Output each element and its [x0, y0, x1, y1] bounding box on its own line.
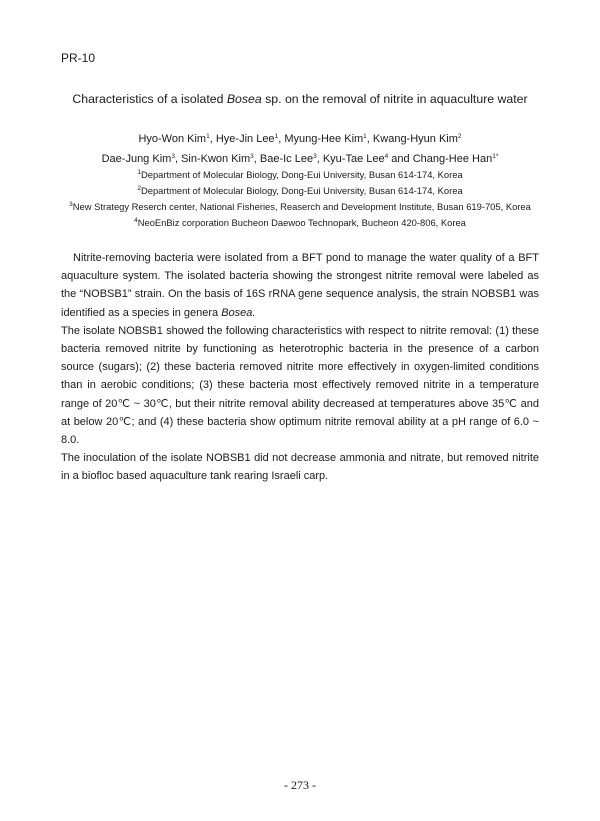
affiliation-line: [0, 183, 600, 199]
author-affiliation-mark: 3: [250, 153, 254, 160]
author-name: Chang-Hee Han: [412, 153, 493, 165]
abstract-body: [61, 249, 539, 486]
affiliation-mark: 3: [69, 201, 73, 208]
affiliation-text: Department of Molecular Biology, Dong-Eui University, Busan 614-174, Korea: [140, 169, 463, 180]
author-affiliation-mark: 1: [363, 133, 367, 140]
author-conjunction: and: [391, 153, 410, 165]
affiliation-line: [0, 167, 600, 183]
author-name: Bae-Ic Lee: [259, 153, 314, 165]
abstract-paragraph-3: The inoculation of the isolate NOBSB1 did not decrease ammonia and nitrate, but removed nitrite in a biofloc based aquaculture tank rearing Israeli carp.: [61, 452, 539, 483]
author-name: Sin-Kwon Kim: [181, 153, 251, 165]
affiliation-text: New Strategy Reserch center, National Fisheries, Reaserch and Development Institute, Busan 619-705, Korea: [72, 201, 531, 212]
affiliation-text: Department of Molecular Biology, Dong-Eui University, Busan 614-174, Korea: [140, 185, 463, 196]
abstract-code: PR-10: [61, 51, 96, 65]
author-name: Myung-Hee Kim: [284, 133, 364, 145]
author-affiliation-mark: 1: [274, 133, 279, 140]
paper-title: [0, 92, 600, 106]
author-affiliation-mark: 2: [457, 133, 462, 140]
author-name: Hye-Jin Lee: [215, 133, 275, 145]
abstract-paragraph-2: The isolate NOBSB1 showed the following characteristics with respect to nitrite removal: (1) these bacteria removed nitrite by functioning as heterotrophic bacteria in the presence of a carbon source (sugars); (2) these bacteria removed nitrite more effectively in oxygen-limited conditions than in aerobic conditions; (3) these bacteria most effectively removed nitrite in a temperature range of 20℃ ~ 30℃, but their nitrite removal ability decreased at temperatures above 35℃ and at below 20℃; and (4) these bacteria show optimum nitrite removal ability at a pH range of 6.0 ~ 8.0.: [61, 324, 539, 447]
author-affiliation-mark: 1*: [492, 153, 499, 160]
author-name: Dae-Jung Kim: [101, 153, 172, 165]
author-list: [0, 129, 600, 169]
author-affiliation-mark: 3: [313, 153, 317, 160]
author-name: Hyo-Won Kim: [138, 133, 207, 145]
author-line-1: Hyo-Won Kim$^1$, Hye-Jin Lee$^1$, Myung-Hee Kim$^1$, Kwang-Hyun Kim$^2$: [138, 133, 462, 145]
title-text-before: Characteristics of a isolated: [72, 92, 227, 106]
affiliation-mark: 2: [137, 185, 141, 192]
author-affiliation-mark: 1: [206, 133, 210, 140]
affiliation-mark: 4: [134, 217, 138, 224]
author-affiliation-mark: 3: [171, 153, 175, 160]
author-affiliation-mark: 4: [384, 153, 389, 160]
affiliation-line: [0, 215, 600, 231]
author-name: Kyu-Tae Lee: [322, 153, 385, 165]
title-text-after: sp. on the removal of nitrite in aquaculture water: [261, 92, 528, 106]
author-line-2: Dae-Jung Kim$^3$, Sin-Kwon Kim$^3$, Bae-Ic Lee$^3$, Kyu-Tae Lee$^4$ and Chang-Hee Han$^{1*}$: [101, 153, 499, 165]
paragraph-text: Nitrite-removing bacteria were isolated from a BFT pond to manage the water quality of a BFT aquaculture system. The isolated bacteria showing the strongest nitrite removal were labeled as the “NOBSB1” strain. On the basis of 16S rRNA gene sequence analysis, the strain NOBSB1 was identified as a species in genera: [61, 252, 539, 319]
affiliation-line: [0, 199, 600, 215]
abstract-paragraph-1: [61, 249, 539, 322]
author-name: Kwang-Hyun Kim: [372, 133, 458, 145]
title-genus-italic: Bosea: [226, 92, 262, 106]
affiliation-text: NeoEnBiz corporation Bucheon Daewoo Technopark, Bucheon 420-806, Korea: [137, 217, 466, 228]
affiliation-list: [0, 167, 600, 231]
affiliation-mark: 1: [137, 169, 141, 176]
genus-italic: Bosea.: [221, 306, 256, 319]
page-number: - 273 -: [284, 778, 316, 792]
